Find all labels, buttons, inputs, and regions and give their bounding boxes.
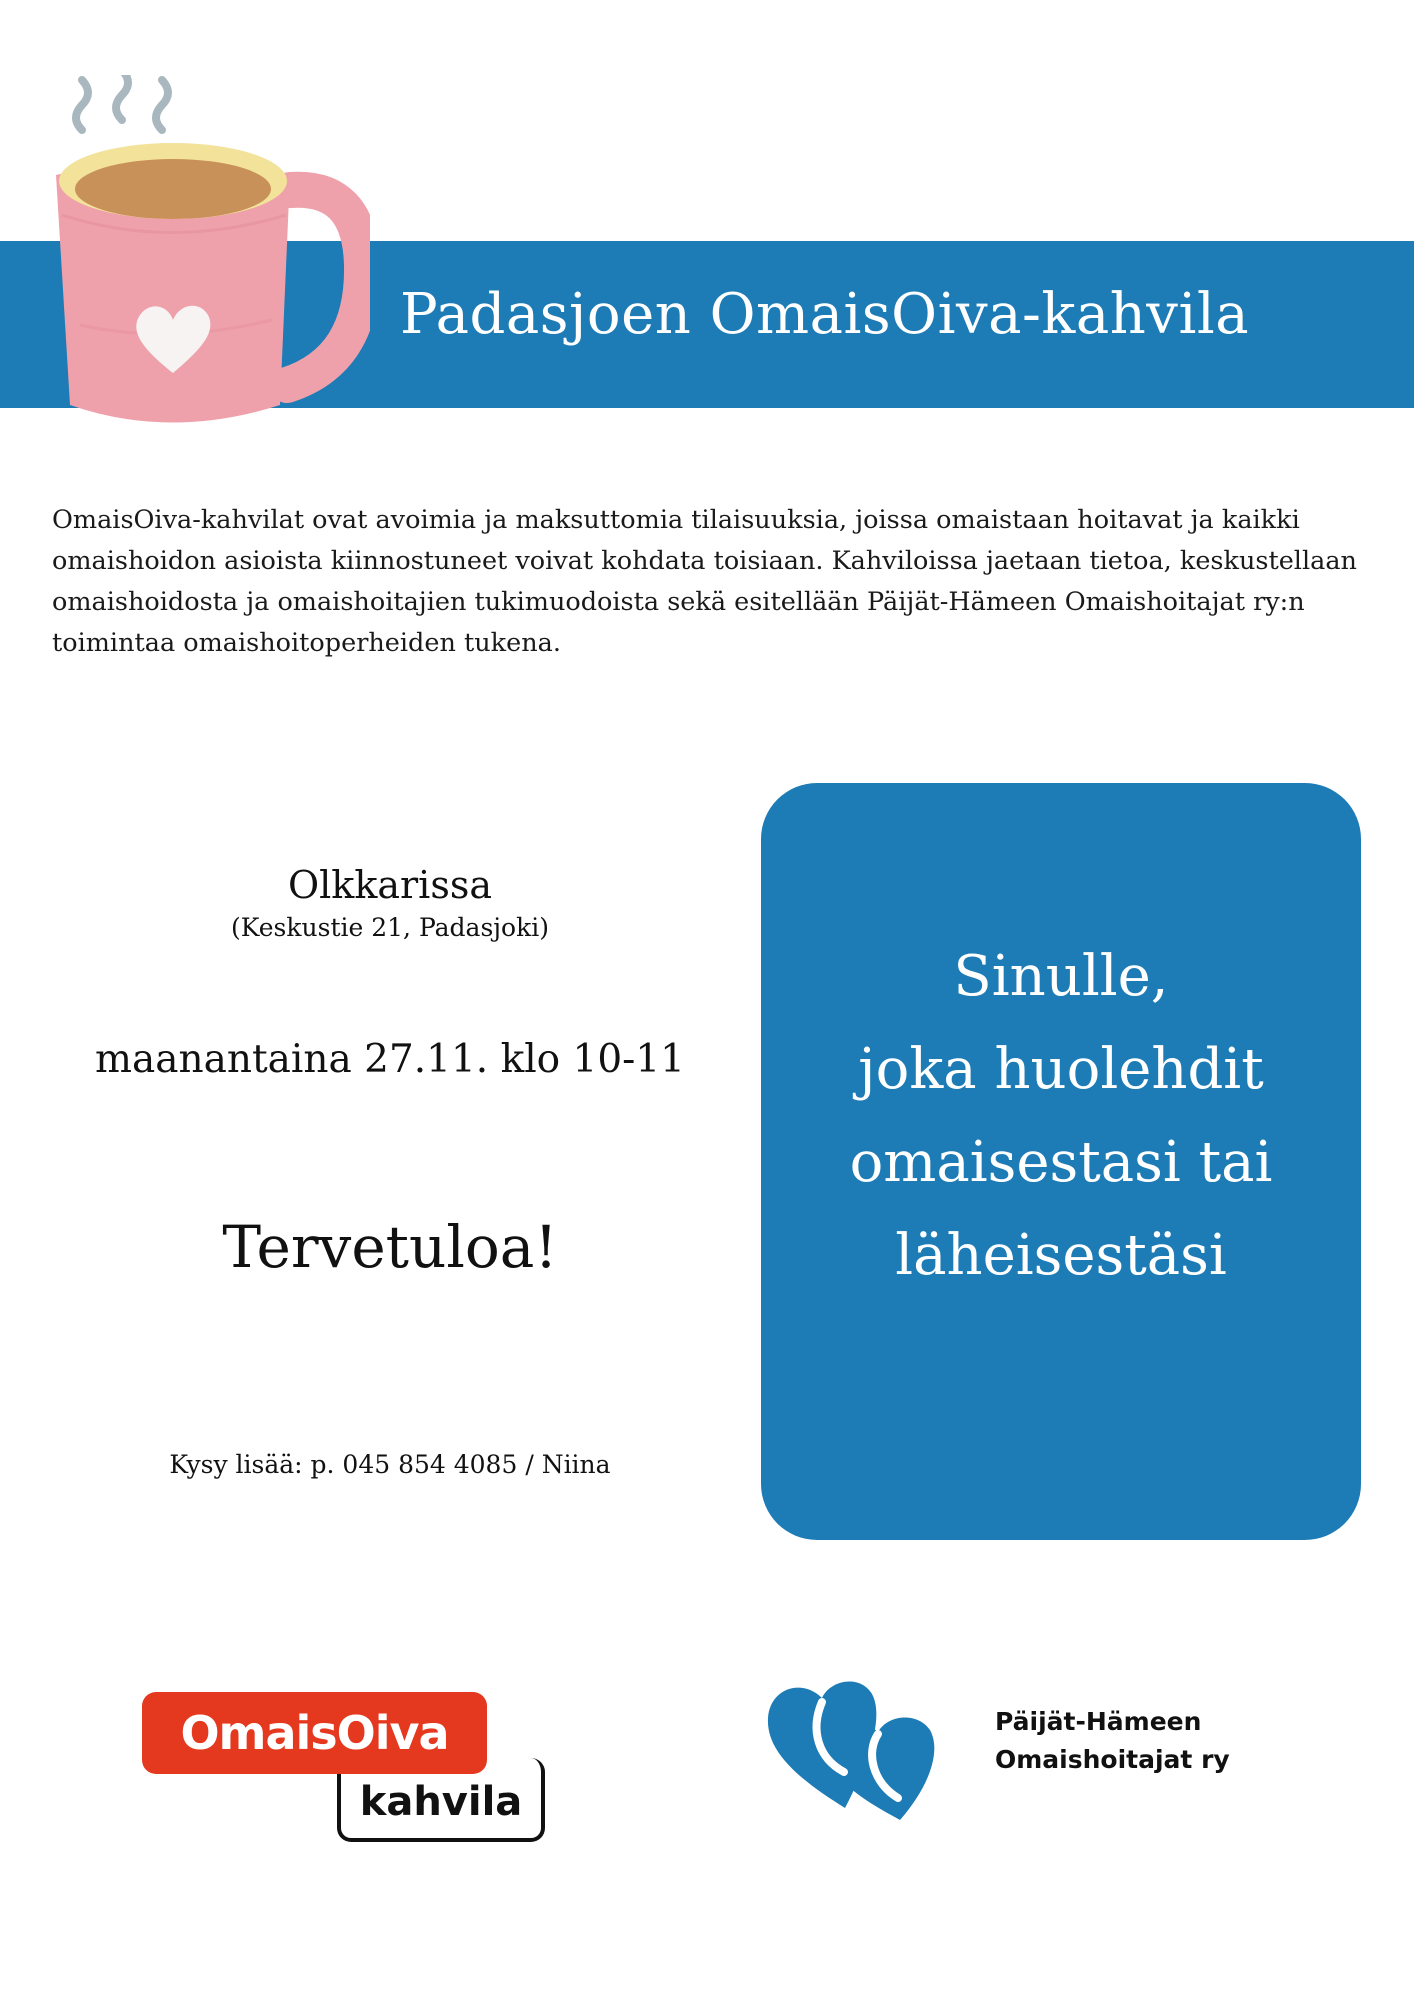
coffee-mug-icon xyxy=(40,75,370,435)
welcome-text: Tervetuloa! xyxy=(222,1213,558,1281)
callout-line-4: läheisestäsi xyxy=(895,1223,1227,1288)
event-address: (Keskustie 21, Padasjoki) xyxy=(231,913,549,942)
event-venue: Olkkarissa xyxy=(288,863,492,907)
intro-paragraph: OmaisOiva-kahvilat ovat avoimia ja maksuttomia tilaisuuksia, joissa omaistaan hoitavat ja kaikki omaishoidon asioista kiinnostuneet voivat kohdata toisiaan. Kahviloissa jaetaan tietoa, keskustellaan omaishoidosta ja omaishoitajien tukimuodoista sekä esitellään Päijät-Hämeen Omaishoitajat ry:n toimintaa omaishoitoperheiden tukena. xyxy=(52,505,1357,658)
contact-info: Kysy lisää: p. 045 854 4085 / Niina xyxy=(169,1450,611,1479)
organization-name: Päijät-Hämeen Omaishoitajat ry xyxy=(995,1707,1230,1774)
callout-line-1: Sinulle, xyxy=(953,944,1169,1009)
omaisoiva-kahvila-logo xyxy=(142,1692,552,1852)
omaisoiva-logo-kahvila: kahvila xyxy=(337,1758,545,1842)
callout-line-2: joka huolehdit xyxy=(858,1037,1264,1102)
page-title: Padasjoen OmaisOiva-kahvila xyxy=(400,282,1250,347)
hearts-logo-icon xyxy=(760,1670,960,1830)
omaisoiva-logo-wordmark: OmaisOiva xyxy=(142,1692,487,1774)
event-datetime: maanantaina 27.11. klo 10-11 xyxy=(95,1037,685,1082)
callout-line-3: omaisestasi tai xyxy=(849,1130,1273,1195)
